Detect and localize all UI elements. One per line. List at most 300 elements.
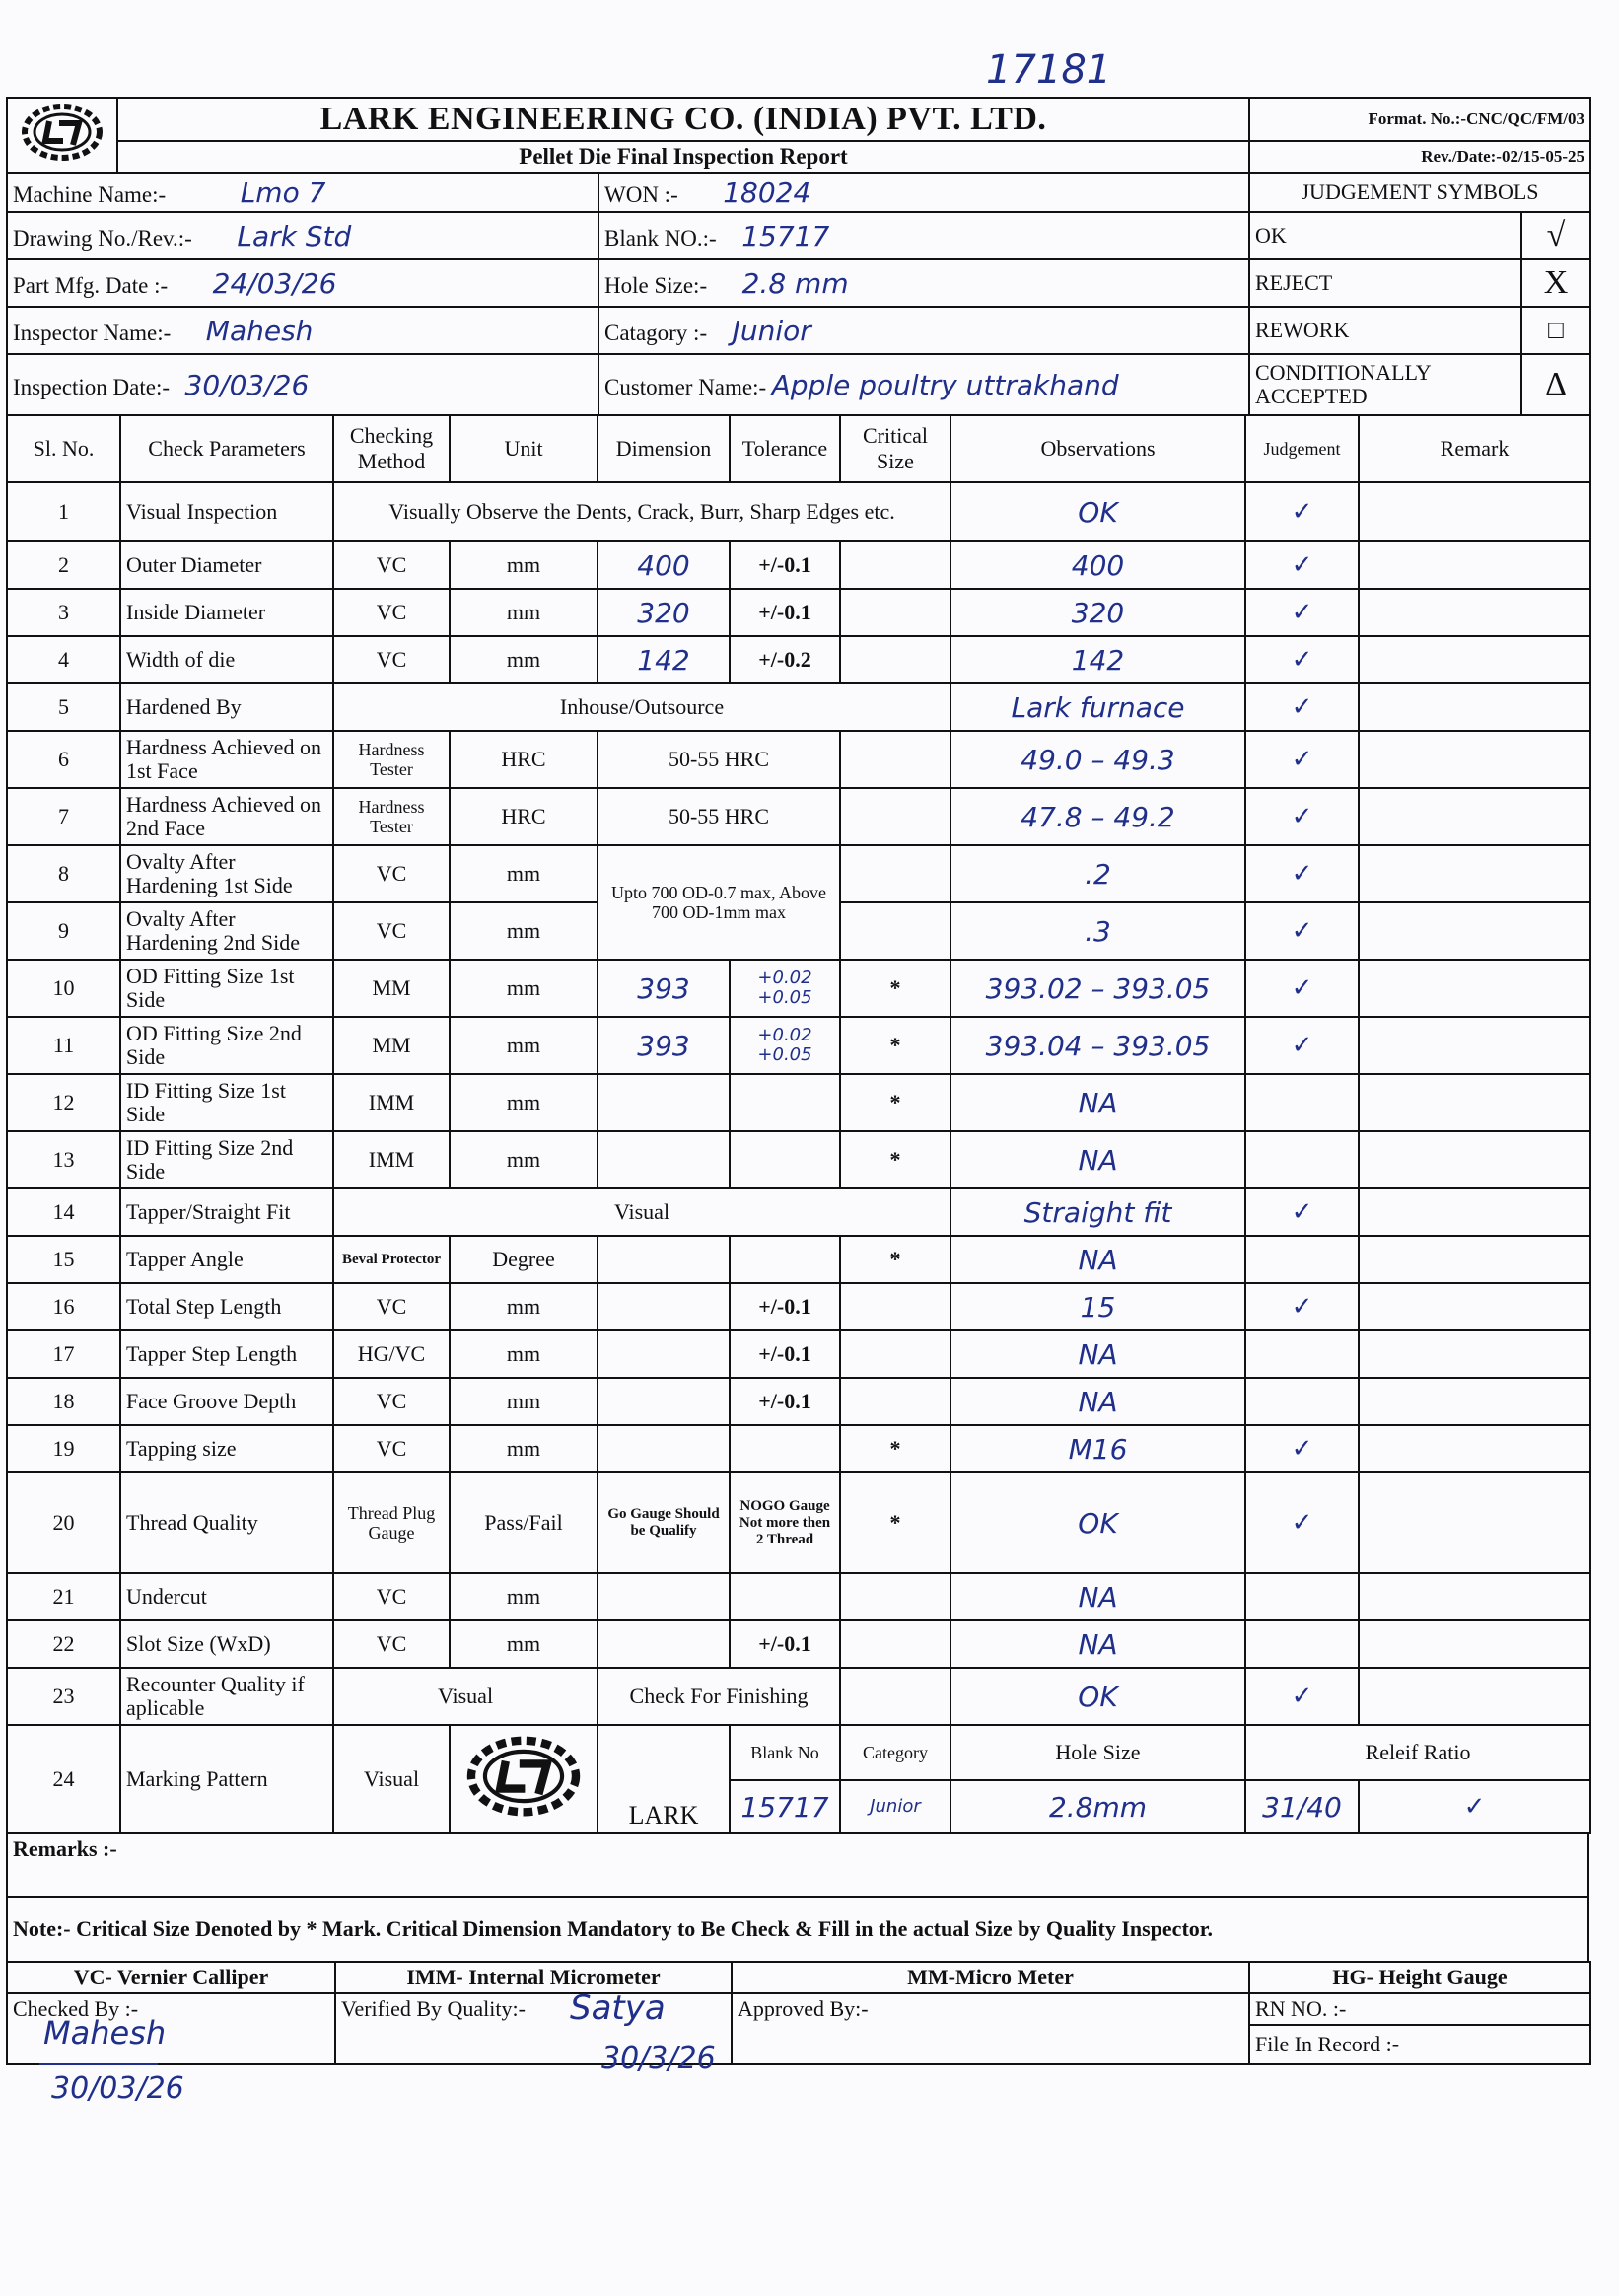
- top-handwritten-number: 17181: [986, 47, 1112, 93]
- critical-note: Note:- Critical Size Denoted by * Mark. Critical Dimension Mandatory to Be Check & Fill in the actual Size by Quality Inspector.: [7, 1897, 1588, 1962]
- row-sl-no: 16: [7, 1283, 120, 1330]
- checked-by-field: Checked By :-: [7, 1993, 335, 2064]
- company-logo-cell: [7, 98, 117, 173]
- row-remark: [1359, 589, 1590, 636]
- table-row: [7, 1074, 1590, 1131]
- inspector-field: [7, 307, 598, 354]
- row-judgement: ✓: [1245, 683, 1359, 731]
- row-sl-no: 10: [7, 960, 120, 1017]
- row-critical-size: *: [840, 1425, 950, 1472]
- row-checking-method: HG/VC: [333, 1330, 450, 1378]
- symbol-reject-label: REJECT: [1249, 259, 1521, 307]
- row-sl-no: 8: [7, 845, 120, 902]
- row-observation: .2: [950, 845, 1245, 902]
- row-critical-size: [840, 1573, 950, 1620]
- row-tolerance: +/-0.2: [730, 636, 840, 683]
- checked-by-underline: [39, 2063, 158, 2065]
- row-observation: M16: [950, 1425, 1245, 1472]
- table-row: [7, 1425, 1590, 1472]
- row-sl-no: 2: [7, 541, 120, 589]
- company-logo-icon: [20, 102, 105, 163]
- customer-value: Apple poultry uttrakhand: [771, 368, 1119, 401]
- row-observation: 49.0 – 49.3: [950, 731, 1245, 788]
- row-observation: 47.8 – 49.2: [950, 788, 1245, 845]
- table-row: [7, 636, 1590, 683]
- row-observation: 393.02 – 393.05: [950, 960, 1245, 1017]
- row-remark: [1359, 1131, 1590, 1188]
- table-row: [7, 541, 1590, 589]
- row-unit: mm: [450, 960, 598, 1017]
- row-critical-size: [840, 589, 950, 636]
- row-sl-no: 3: [7, 589, 120, 636]
- row-remark: [1359, 1378, 1590, 1425]
- row-judgement: ✓: [1245, 902, 1359, 960]
- verified-by-date: 30/3/26: [601, 2042, 716, 2076]
- table-header-row: [7, 415, 1590, 482]
- row-observation: NA: [950, 1620, 1245, 1668]
- row-unit: mm: [450, 902, 598, 960]
- row-remark: [1359, 731, 1590, 788]
- marking-logo-cell: [450, 1725, 598, 1833]
- row-observation: 320: [950, 589, 1245, 636]
- row-unit: mm: [450, 1425, 598, 1472]
- row-dimension: [598, 1283, 730, 1330]
- row-judgement: ✓: [1245, 1017, 1359, 1074]
- row-judgement: [1245, 1131, 1359, 1188]
- table-row: [7, 788, 1590, 845]
- marking-hole-size-label: Hole Size: [950, 1725, 1245, 1780]
- row-tolerance: [730, 1131, 840, 1188]
- col-tolerance: Tolerance: [730, 415, 840, 482]
- row-checking-method: VC: [333, 1620, 450, 1668]
- marking-relief-label: Releif Ratio: [1245, 1725, 1590, 1780]
- row-sl-no: 20: [7, 1472, 120, 1573]
- table-row: [7, 1330, 1590, 1378]
- symbol-conditional-label: CONDITIONALLY ACCEPTED: [1249, 354, 1521, 415]
- approved-by-field: Approved By:-: [732, 1993, 1249, 2064]
- table-row: [7, 683, 1590, 731]
- customer-label: Customer Name:-: [604, 374, 767, 399]
- row-remark: [1359, 960, 1590, 1017]
- row-observation: OK: [950, 482, 1245, 541]
- row-sl-no: 6: [7, 731, 120, 788]
- mfg-date-field: [7, 259, 598, 307]
- row-checking-method: VC: [333, 1425, 450, 1472]
- table-row: [7, 845, 1590, 902]
- row-sl-no: 14: [7, 1188, 120, 1236]
- row-check-parameter: Tapping size: [120, 1425, 333, 1472]
- row-checking-method: IMM: [333, 1074, 450, 1131]
- row-observation: NA: [950, 1236, 1245, 1283]
- row-check-parameter: Tapper Angle: [120, 1236, 333, 1283]
- table-row: [7, 1620, 1590, 1668]
- row-dimension: [598, 1620, 730, 1668]
- row-remark: [1359, 1236, 1590, 1283]
- row-check-parameter: Hardness Achieved on 1st Face: [120, 731, 333, 788]
- row-judgement: [1245, 1074, 1359, 1131]
- row-observation: 142: [950, 636, 1245, 683]
- row-observation: NA: [950, 1330, 1245, 1378]
- row-sl-no: 17: [7, 1330, 120, 1378]
- row-check-parameter: Hardened By: [120, 683, 333, 731]
- marking-hole-size-value: 2.8mm: [950, 1780, 1245, 1833]
- row-sl-no: 13: [7, 1131, 120, 1188]
- company-name: LARK ENGINEERING CO. (INDIA) PVT. LTD.: [117, 98, 1249, 141]
- row-check-parameter: Ovalty After Hardening 1st Side: [120, 845, 333, 902]
- row-dimension: 142: [598, 636, 730, 683]
- row-method-unit: Visual: [333, 1668, 598, 1725]
- blank-no-label: Blank NO.:-: [604, 225, 717, 251]
- row-observation: OK: [950, 1668, 1245, 1725]
- row-observation: NA: [950, 1131, 1245, 1188]
- symbol-rework-label: REWORK: [1249, 307, 1521, 354]
- row-checking-method: VC: [333, 589, 450, 636]
- row-remark: [1359, 788, 1590, 845]
- rn-no-field: RN NO. :-: [1249, 1993, 1590, 2025]
- mfg-date-value: 24/03/26: [212, 266, 337, 300]
- symbol-reject-icon: X: [1521, 259, 1590, 307]
- row-tolerance: NOGO Gauge Not more then 2 Thread: [730, 1472, 840, 1573]
- row-observation: NA: [950, 1573, 1245, 1620]
- row-spanned-method: Visually Observe the Dents, Crack, Burr, Sharp Edges etc.: [333, 482, 950, 541]
- row-check-parameter: Tapper/Straight Fit: [120, 1188, 333, 1236]
- row-dimension: [598, 1074, 730, 1131]
- row-tolerance: [730, 1425, 840, 1472]
- col-unit: Unit: [450, 415, 598, 482]
- row-check-parameter: Visual Inspection: [120, 482, 333, 541]
- marking-lark-text: LARK: [598, 1725, 730, 1833]
- row-judgement: ✓: [1245, 960, 1359, 1017]
- row-sl-no: 11: [7, 1017, 120, 1074]
- row-checking-method: VC: [333, 1283, 450, 1330]
- row-sl-no: 19: [7, 1425, 120, 1472]
- symbol-ok-icon: √: [1521, 212, 1590, 259]
- row-check-parameter: Outer Diameter: [120, 541, 333, 589]
- row-check-parameter: OD Fitting Size 2nd Side: [120, 1017, 333, 1074]
- row-observation: 400: [950, 541, 1245, 589]
- report-frame: [6, 97, 1589, 2065]
- row-check-parameter: Face Groove Depth: [120, 1378, 333, 1425]
- inspection-date-value: 30/03/26: [184, 368, 310, 401]
- checked-by-date: 30/03/26: [51, 2071, 184, 2106]
- row-unit: mm: [450, 1378, 598, 1425]
- row-sl-no: 7: [7, 788, 120, 845]
- row-dimension: [598, 1131, 730, 1188]
- row-dimension: 393: [598, 960, 730, 1017]
- row-critical-size: *: [840, 1236, 950, 1283]
- inspection-table: [6, 414, 1591, 1834]
- row-checking-method: MM: [333, 1017, 450, 1074]
- row-unit: mm: [450, 541, 598, 589]
- row-remark: [1359, 1074, 1590, 1131]
- row-critical-size: [840, 1668, 950, 1725]
- row-dimension-tolerance: 50-55 HRC: [598, 731, 840, 788]
- legend-hg: HG- Height Gauge: [1249, 1962, 1590, 1993]
- marking-blank-no-label: Blank No: [730, 1725, 840, 1780]
- row-unit: mm: [450, 1620, 598, 1668]
- row-sl-no: 1: [7, 482, 120, 541]
- row-remark: [1359, 1620, 1590, 1668]
- row-tolerance: +/-0.1: [730, 541, 840, 589]
- row-critical-size: *: [840, 1131, 950, 1188]
- row-observation: OK: [950, 1472, 1245, 1573]
- row-tolerance: +0.02 +0.05: [730, 960, 840, 1017]
- remarks-label: Remarks :-: [7, 1833, 1588, 1897]
- row-remark: [1359, 1330, 1590, 1378]
- table-row: [7, 1188, 1590, 1236]
- col-checking-method: Checking Method: [333, 415, 450, 482]
- row-observation: 393.04 – 393.05: [950, 1017, 1245, 1074]
- drawing-value: Lark Std: [237, 219, 352, 252]
- row-check-parameter: Thread Quality: [120, 1472, 333, 1573]
- table-row: [7, 1283, 1590, 1330]
- row-judgement: ✓: [1245, 1472, 1359, 1573]
- row-observation: Lark furnace: [950, 683, 1245, 731]
- row-spanned-method: Visual: [333, 1188, 950, 1236]
- row-dimension: [598, 1573, 730, 1620]
- table-row-marking: [7, 1725, 1590, 1780]
- col-remark: Remark: [1359, 415, 1590, 482]
- row-unit: mm: [450, 1573, 598, 1620]
- row-checking-method: VC: [333, 1378, 450, 1425]
- row-checking-method: IMM: [333, 1131, 450, 1188]
- blank-no-field: [598, 212, 1249, 259]
- row-tolerance: +/-0.1: [730, 1330, 840, 1378]
- row-checking-method: MM: [333, 960, 450, 1017]
- row-sl-no: 15: [7, 1236, 120, 1283]
- row-remark: [1359, 683, 1590, 731]
- row-judgement: ✓: [1245, 636, 1359, 683]
- hole-size-label: Hole Size:-: [604, 272, 708, 298]
- row-unit: mm: [450, 1330, 598, 1378]
- table-row: [7, 731, 1590, 788]
- row-check-parameter: Inside Diameter: [120, 589, 333, 636]
- checked-by-signature: Mahesh: [43, 2014, 167, 2051]
- machine-name-label: Machine Name:-: [13, 181, 167, 207]
- mfg-date-label: Part Mfg. Date :-: [13, 272, 169, 298]
- marking-method: Visual: [333, 1725, 450, 1833]
- row-unit: mm: [450, 1283, 598, 1330]
- table-row: [7, 1472, 1590, 1573]
- row-checking-method: Hardness Tester: [333, 788, 450, 845]
- table-row: [7, 1378, 1590, 1425]
- row-unit: HRC: [450, 731, 598, 788]
- marking-parameter: Marking Pattern: [120, 1725, 333, 1833]
- row-sl-no: 23: [7, 1668, 120, 1725]
- table-row: [7, 1236, 1590, 1283]
- row-judgement: [1245, 1236, 1359, 1283]
- row-judgement: ✓: [1245, 788, 1359, 845]
- marking-sl-no: 24: [7, 1725, 120, 1833]
- row-remark: [1359, 1472, 1590, 1573]
- row-unit: mm: [450, 1131, 598, 1188]
- row-check-parameter: Width of die: [120, 636, 333, 683]
- row-sl-no: 9: [7, 902, 120, 960]
- symbol-conditional-icon: Δ: [1521, 354, 1590, 415]
- row-critical-size: [840, 1378, 950, 1425]
- row-dimension: [598, 1425, 730, 1472]
- row-unit: Pass/Fail: [450, 1472, 598, 1573]
- row-critical-size: [840, 636, 950, 683]
- row-critical-size: *: [840, 1017, 950, 1074]
- row-tolerance: [730, 1573, 840, 1620]
- marking-judgement: ✓: [1359, 1780, 1590, 1833]
- row-dimension: [598, 1236, 730, 1283]
- row-sl-no: 12: [7, 1074, 120, 1131]
- row-remark: [1359, 482, 1590, 541]
- row-checking-method: Beval Protector: [333, 1236, 450, 1283]
- remarks-table: [6, 1832, 1589, 1963]
- symbol-ok-label: OK: [1249, 212, 1521, 259]
- row-judgement: ✓: [1245, 1188, 1359, 1236]
- row-judgement: ✓: [1245, 589, 1359, 636]
- row-checking-method: Thread Plug Gauge: [333, 1472, 450, 1573]
- row-judgement: ✓: [1245, 731, 1359, 788]
- row-sl-no: 5: [7, 683, 120, 731]
- row-sl-no: 4: [7, 636, 120, 683]
- machine-name-value: Lmo 7: [240, 176, 326, 209]
- ovalty-specification: Upto 700 OD-0.7 max, Above 700 OD-1mm max: [598, 845, 840, 960]
- row-dimension-tolerance: Check For Finishing: [598, 1668, 840, 1725]
- row-tolerance: +/-0.1: [730, 1620, 840, 1668]
- row-judgement: ✓: [1245, 1668, 1359, 1725]
- row-check-parameter: Undercut: [120, 1573, 333, 1620]
- row-observation: 15: [950, 1283, 1245, 1330]
- row-remark: [1359, 1425, 1590, 1472]
- table-row: [7, 1668, 1590, 1725]
- verified-by-field: Verified By Quality:-: [335, 1993, 732, 2064]
- table-row: [7, 1017, 1590, 1074]
- row-check-parameter: Total Step Length: [120, 1283, 333, 1330]
- footer-table: [6, 1961, 1591, 2065]
- row-critical-size: *: [840, 1074, 950, 1131]
- inspector-label: Inspector Name:-: [13, 320, 172, 345]
- row-remark: [1359, 1668, 1590, 1725]
- row-remark: [1359, 1188, 1590, 1236]
- row-unit: HRC: [450, 788, 598, 845]
- row-unit: mm: [450, 1017, 598, 1074]
- row-observation: NA: [950, 1074, 1245, 1131]
- row-judgement: ✓: [1245, 845, 1359, 902]
- row-critical-size: [840, 845, 950, 902]
- row-remark: [1359, 636, 1590, 683]
- won-field: [598, 173, 1249, 212]
- row-tolerance: [730, 1236, 840, 1283]
- row-sl-no: 18: [7, 1378, 120, 1425]
- row-sl-no: 22: [7, 1620, 120, 1668]
- table-row: [7, 1131, 1590, 1188]
- row-dimension: 400: [598, 541, 730, 589]
- col-dimension: Dimension: [598, 415, 730, 482]
- table-row: [7, 589, 1590, 636]
- row-judgement: [1245, 1620, 1359, 1668]
- row-critical-size: [840, 1620, 950, 1668]
- table-row: [7, 1573, 1590, 1620]
- drawing-field: [7, 212, 598, 259]
- table-body: [7, 482, 1590, 1833]
- row-critical-size: *: [840, 1472, 950, 1573]
- hole-size-field: [598, 259, 1249, 307]
- file-in-record-field: File In Record :-: [1249, 2025, 1590, 2064]
- col-check-parameters: Check Parameters: [120, 415, 333, 482]
- row-dimension: [598, 1378, 730, 1425]
- row-tolerance: +/-0.1: [730, 1283, 840, 1330]
- legend-mm: MM-Micro Meter: [732, 1962, 1249, 1993]
- row-spanned-method: Inhouse/Outsource: [333, 683, 950, 731]
- row-check-parameter: ID Fitting Size 2nd Side: [120, 1131, 333, 1188]
- info-table: [6, 172, 1591, 416]
- category-label: Catagory :-: [604, 320, 708, 345]
- row-observation: .3: [950, 902, 1245, 960]
- row-checking-method: VC: [333, 902, 450, 960]
- row-judgement: [1245, 1378, 1359, 1425]
- format-number: Format. No.:-CNC/QC/FM/03: [1249, 98, 1590, 141]
- row-tolerance: +/-0.1: [730, 589, 840, 636]
- row-judgement: [1245, 1573, 1359, 1620]
- customer-field: [598, 354, 1249, 415]
- row-sl-no: 21: [7, 1573, 120, 1620]
- hole-size-value: 2.8 mm: [741, 266, 849, 300]
- row-checking-method: VC: [333, 541, 450, 589]
- inspection-date-label: Inspection Date:-: [13, 374, 171, 399]
- row-critical-size: *: [840, 960, 950, 1017]
- marking-category-value: Junior: [840, 1780, 950, 1833]
- col-judgement: Judgement: [1245, 415, 1359, 482]
- row-check-parameter: Hardness Achieved on 2nd Face: [120, 788, 333, 845]
- row-remark: [1359, 541, 1590, 589]
- row-dimension: Go Gauge Should be Qualify: [598, 1472, 730, 1573]
- legend-imm: IMM- Internal Micrometer: [335, 1962, 732, 1993]
- row-check-parameter: Recounter Quality if aplicable: [120, 1668, 333, 1725]
- row-unit: mm: [450, 1074, 598, 1131]
- symbol-rework-icon: □: [1521, 307, 1590, 354]
- row-check-parameter: Tapper Step Length: [120, 1330, 333, 1378]
- row-checking-method: Hardness Tester: [333, 731, 450, 788]
- row-unit: mm: [450, 589, 598, 636]
- row-remark: [1359, 1283, 1590, 1330]
- row-unit: mm: [450, 636, 598, 683]
- table-row: [7, 482, 1590, 541]
- row-unit: Degree: [450, 1236, 598, 1283]
- row-judgement: [1245, 1330, 1359, 1378]
- col-sl-no: Sl. No.: [7, 415, 120, 482]
- row-remark: [1359, 902, 1590, 960]
- row-remark: [1359, 845, 1590, 902]
- row-check-parameter: Ovalty After Hardening 2nd Side: [120, 902, 333, 960]
- machine-name-field: [7, 173, 598, 212]
- row-judgement: ✓: [1245, 1283, 1359, 1330]
- marking-category-label: Category: [840, 1725, 950, 1780]
- row-judgement: ✓: [1245, 482, 1359, 541]
- row-dimension: 320: [598, 589, 730, 636]
- inspector-value: Mahesh: [205, 314, 314, 347]
- row-remark: [1359, 1573, 1590, 1620]
- drawing-label: Drawing No./Rev.:-: [13, 225, 192, 251]
- row-critical-size: [840, 788, 950, 845]
- row-dimension-tolerance: 50-55 HRC: [598, 788, 840, 845]
- verified-by-signature: Satya: [570, 1988, 666, 2028]
- row-tolerance: +0.02 +0.05: [730, 1017, 840, 1074]
- header-table: [6, 97, 1591, 174]
- revision-date: Rev./Date:-02/15-05-25: [1249, 141, 1590, 173]
- row-check-parameter: ID Fitting Size 1st Side: [120, 1074, 333, 1131]
- row-critical-size: [840, 902, 950, 960]
- row-dimension: [598, 1330, 730, 1378]
- row-critical-size: [840, 1330, 950, 1378]
- inspection-date-field: [7, 354, 598, 415]
- row-checking-method: VC: [333, 636, 450, 683]
- marking-blank-no-value: 15717: [730, 1780, 840, 1833]
